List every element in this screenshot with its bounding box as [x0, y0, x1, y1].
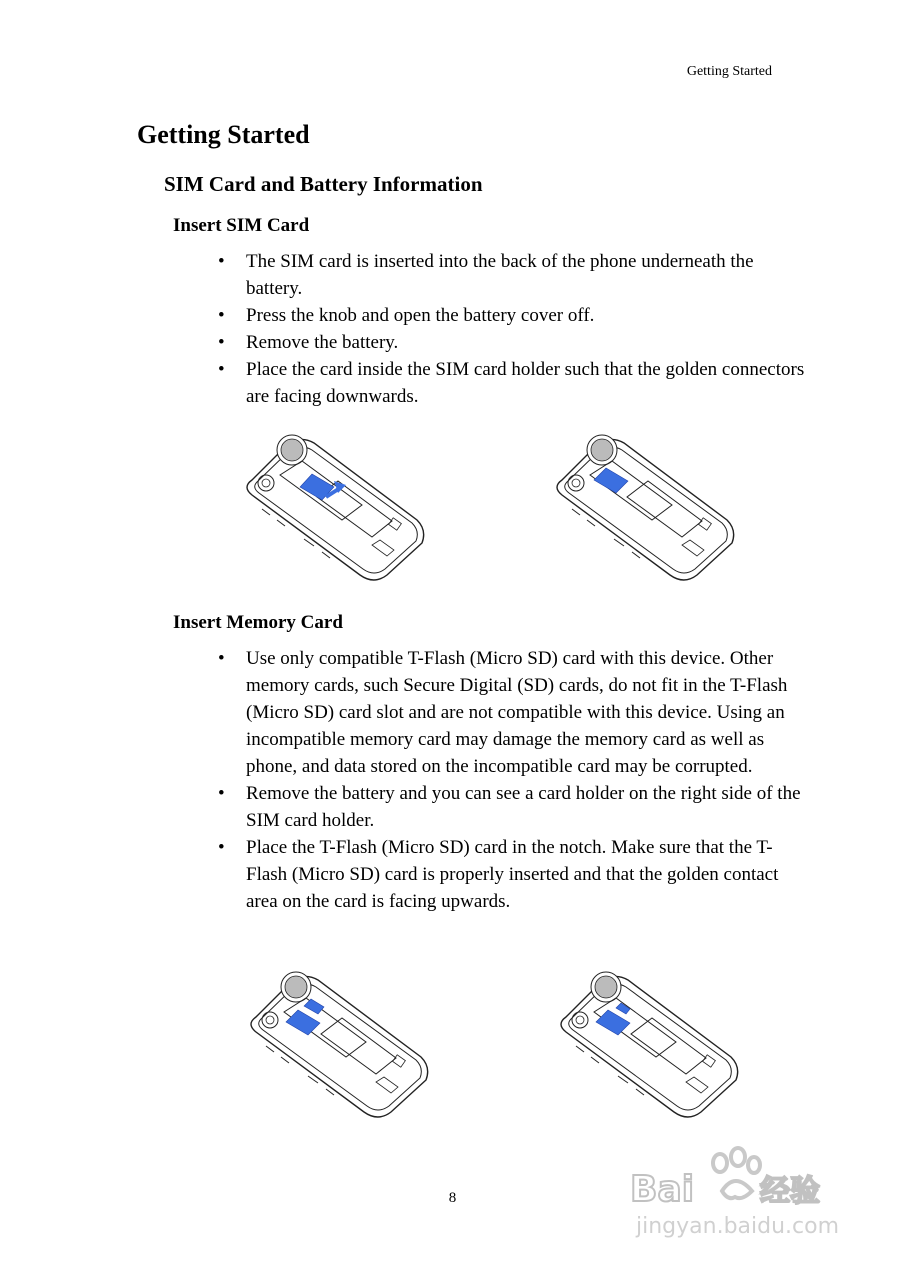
list-item: • Use only compatible T-Flash (Micro SD) card with this device. Other memory cards, such Secure Digital (SD) cards, do not fit in the T-Flash (Micro SD) card slot and are not compatible with this device. Using an incompatible memory card may damage the memory card as well as phone, and data stored on the incompatible card may be corrupted. — [218, 645, 808, 780]
svg-text:经验: 经验 — [760, 1174, 820, 1209]
section-title: SIM Card and Battery Information — [164, 172, 483, 196]
page-number: 8 — [448, 1190, 457, 1206]
baidu-watermark — [630, 1143, 850, 1243]
memory-instructions-list — [218, 645, 808, 915]
list-item: • Remove the battery and you can see a card holder on the right side of the SIM card holder. — [218, 780, 808, 834]
svg-text:jingyan.baidu.com: jingyan.baidu.com — [636, 1214, 840, 1239]
subsection-title-memory: Insert Memory Card — [173, 612, 343, 633]
svg-text:Bai: Bai — [630, 1169, 695, 1210]
memory-card-inserted-figure — [536, 962, 746, 1122]
memory-card-insert-figure — [226, 962, 436, 1122]
list-item: • Place the T-Flash (Micro SD) card in the notch. Make sure that the T-Flash (Micro SD) card is properly inserted and that the golden contact area on the card is facing upwards. — [218, 834, 808, 915]
sim-insert-figure — [222, 425, 432, 585]
list-item: • Remove the battery. — [218, 329, 808, 356]
list-item: • Place the card inside the SIM card holder such that the golden connectors are facing downwards. — [218, 356, 808, 410]
subsection-title-sim: Insert SIM Card — [173, 215, 310, 236]
running-header: Getting Started — [686, 64, 772, 79]
page-title: Getting Started — [137, 120, 310, 149]
list-item: • The SIM card is inserted into the back of the phone underneath the battery. — [218, 248, 808, 302]
sim-inserted-figure — [532, 425, 742, 585]
sim-instructions-list — [218, 248, 808, 410]
list-item: • Press the knob and open the battery cover off. — [218, 302, 808, 329]
